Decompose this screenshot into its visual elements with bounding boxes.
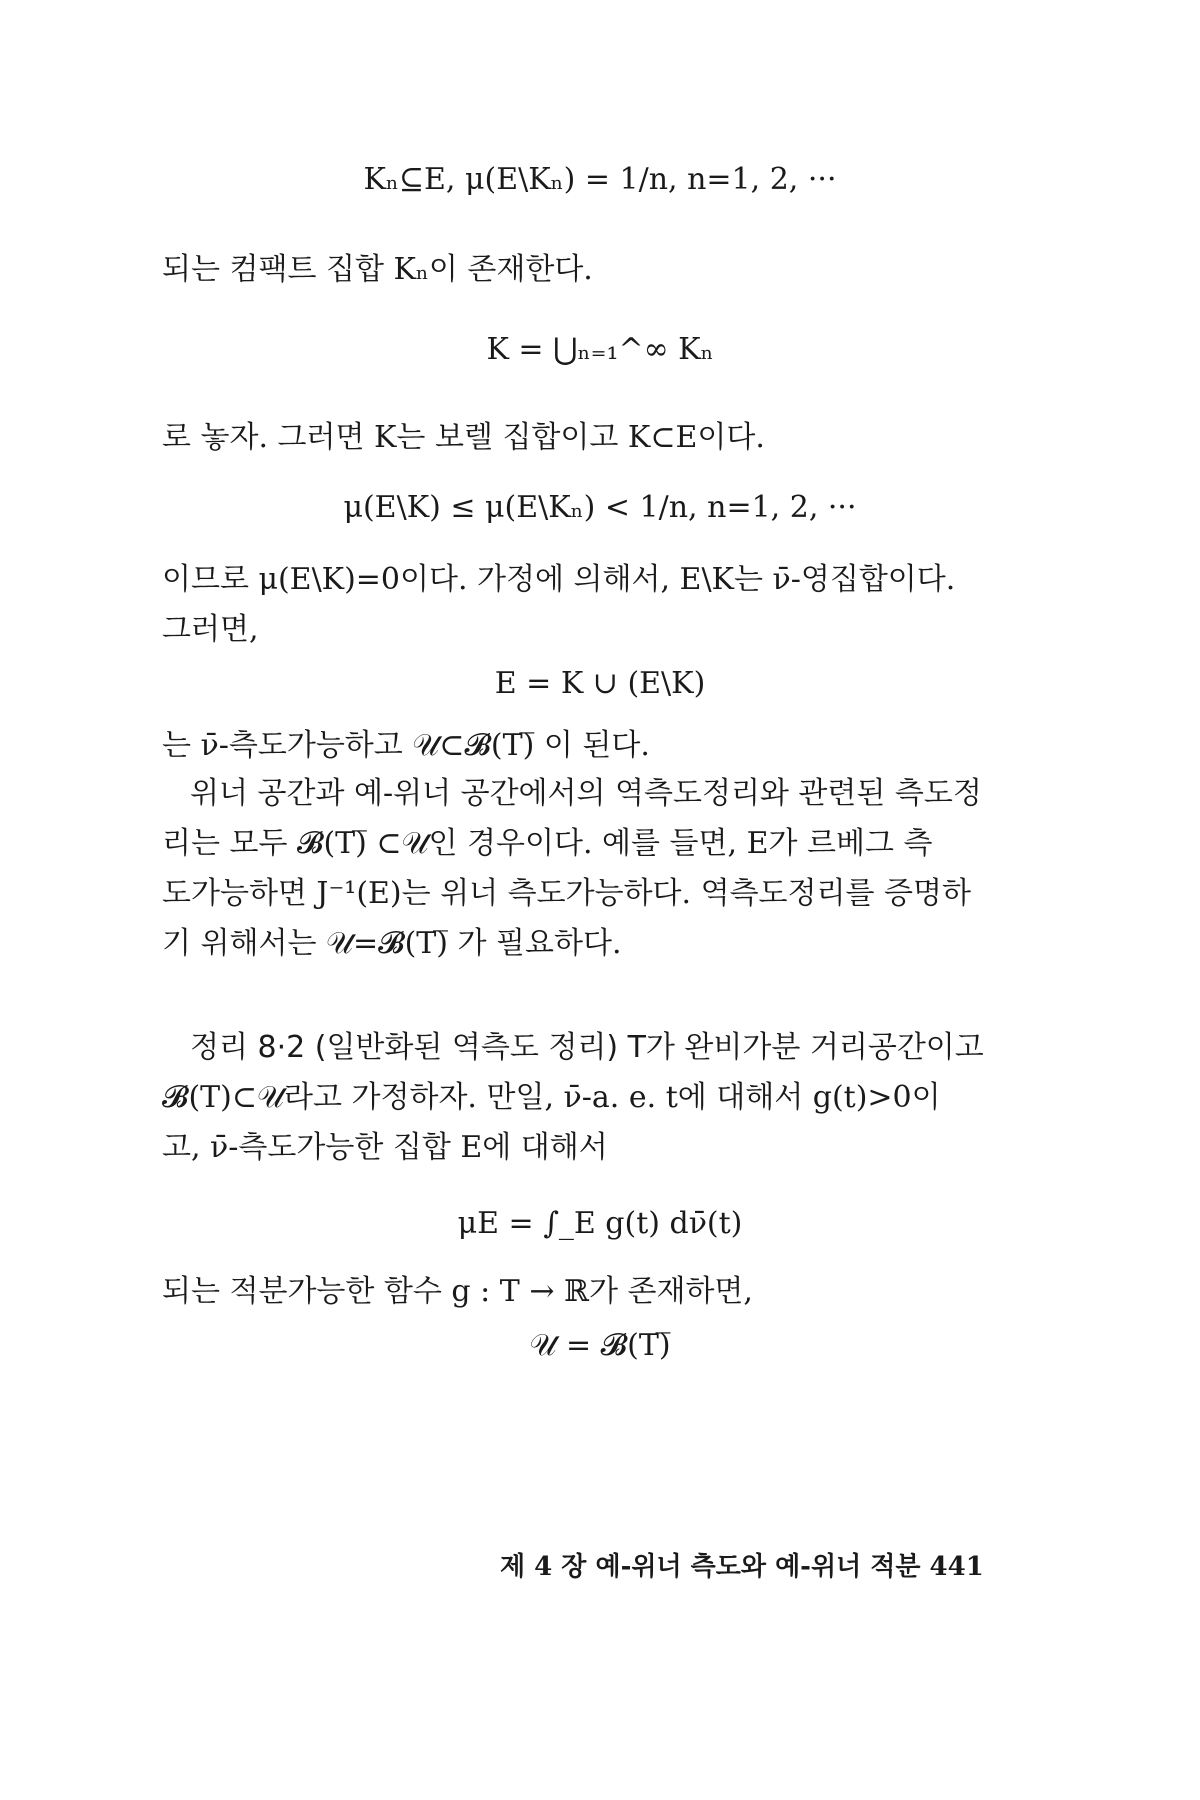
theorem-line-2: 𝓑(T)⊂𝒰라고 가정하자. 만일, ν̄-a. e. t에 대해서 g(t)>0이 [162,1080,941,1115]
paragraph-line-1: 위너 공간과 예-위너 공간에서의 역측도정리와 관련된 측도정 [190,776,982,811]
equation-union-k: K = ⋃ₙ₌₁^∞ Kₙ [486,332,714,367]
page-footer: 제 4 장 예-위너 측도와 예-위너 적분 441 [500,1552,984,1582]
text-borel-set: 로 놓자. 그러면 K는 보렐 집합이고 K⊂E이다. [162,420,765,455]
equation-kn-subset: Kₙ⊆E, μ(E\Kₙ) = 1/n, n=1, 2, ··· [363,162,837,197]
text-compact-sets: 되는 컴팩트 집합 Kₙ이 존재한다. [162,252,593,287]
equation-e-decomposition: E = K ∪ (E\K) [494,666,706,701]
paragraph-line-4: 기 위해서는 𝒰=𝓑(T)̅ 가 필요하다. [162,926,622,961]
equation-mu-integral: μE = ∫_E g(t) dν̄(t) [457,1206,743,1241]
paragraph-line-3: 도가능하면 J⁻¹(E)는 위너 측도가능하다. 역측도정리를 증명하 [162,876,971,911]
text-measurable: 는 ν̄-측도가능하고 𝒰⊂𝓑(T)̅ 이 된다. [162,728,650,763]
text-then: 그러면, [162,612,259,647]
theorem-heading: 정리 8·2 (일반화된 역측도 정리) T가 완비가분 거리공간이고 [190,1030,984,1065]
theorem-line-3: 고, ν̄-측도가능한 집합 E에 대해서 [162,1130,608,1165]
equation-u-equals-b: 𝒰 = 𝓑(T)̅ [529,1328,671,1363]
text-integrable-function: 되는 적분가능한 함수 g : T → ℝ가 존재하면, [162,1274,753,1309]
equation-measure-bound: μ(E\K) ≤ μ(E\Kₙ) < 1/n, n=1, 2, ··· [343,490,857,525]
text-null-set: 이므로 μ(E\K)=0이다. 가정에 의해서, E\K는 ν̄-영집합이다. [162,562,956,597]
paragraph-line-2: 리는 모두 𝓑(T)̅ ⊂𝒰인 경우이다. 예를 들면, E가 르베그 측 [162,826,933,861]
